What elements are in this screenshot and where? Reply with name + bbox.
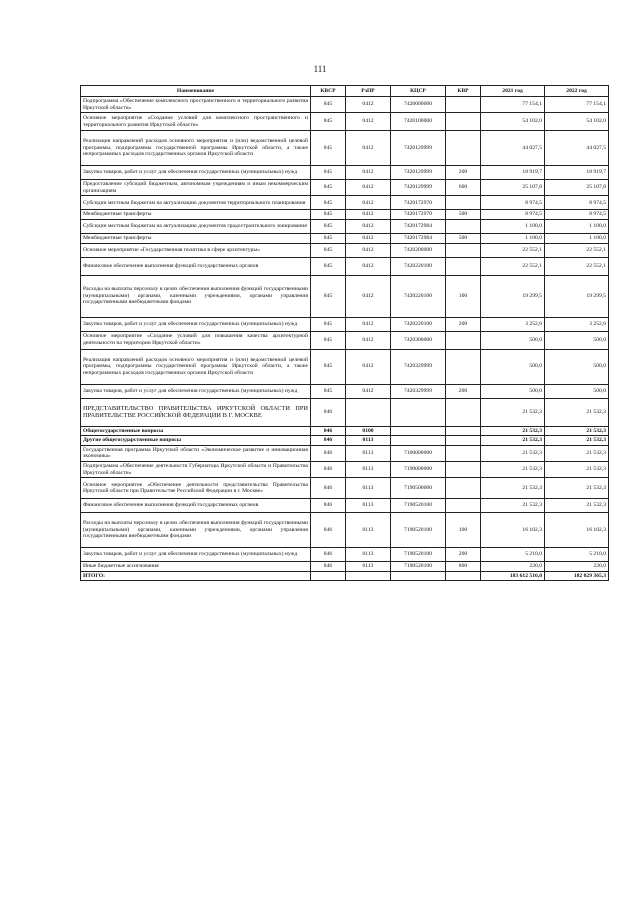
table-cell-kvr — [446, 331, 481, 349]
table-cell-name: Реализация направлений расходов основного мероприятия и (или) ведомственной целевой программы, подпрограммы государственной программы Иркутской области, а также непрограммных расходов государственных органов Иркутской области — [81, 131, 311, 166]
table-cell-name: Закупка товаров, работ и услуг для обеспечения государственных (муниципальных) нужд — [81, 548, 311, 562]
table-cell-kvsr: 846 — [311, 548, 346, 562]
table-cell-rzpr: 0412 — [346, 113, 391, 131]
table-cell-kcsr: 7420000000 — [391, 97, 446, 113]
table-cell-2021: 44 027,5 — [481, 131, 545, 166]
table-cell-2021: 19 299,5 — [481, 275, 545, 317]
table-cell-kvsr: 845 — [311, 233, 346, 243]
table-cell-kvr: 100 — [446, 513, 481, 548]
table-cell-kvr: 600 — [446, 180, 481, 196]
table-cell-2022: 500,0 — [545, 384, 609, 398]
table-cell-rzpr: 0412 — [346, 131, 391, 166]
table-cell-kvr — [446, 499, 481, 513]
table-row — [81, 113, 609, 131]
budget-table — [80, 85, 609, 581]
table-cell-name: Основное мероприятие «Государственная политика в сфере архитектуры» — [81, 243, 311, 257]
table-cell-name: Подпрограмма «Обеспечение деятельности Губернатора Иркутской области и Правительства Иркутской области» — [81, 461, 311, 477]
table-cell-kvr — [446, 571, 481, 581]
table-cell-2022: 22 552,1 — [545, 257, 609, 275]
table-cell-kvr — [446, 436, 481, 446]
table-cell-rzpr: 0412 — [346, 233, 391, 243]
table-cell-kvsr: 846 — [311, 513, 346, 548]
table-cell-kvr — [446, 131, 481, 166]
table-cell-2022: 182 029 365,3 — [545, 571, 609, 581]
table-row — [81, 196, 609, 210]
table-cell-2021: 21 532,3 — [481, 499, 545, 513]
table-cell-kcsr: 7420300000 — [391, 331, 446, 349]
table-cell-name: Межбюджетные трансферты — [81, 233, 311, 243]
table-cell-kvr: 800 — [446, 562, 481, 572]
table-header-row — [81, 86, 609, 97]
table-cell-rzpr: 0412 — [346, 210, 391, 220]
table-cell-kvr: 200 — [446, 548, 481, 562]
table-cell-2022: 21 532,3 — [545, 478, 609, 499]
table-cell-rzpr — [346, 571, 391, 581]
table-cell-kvr: 200 — [446, 384, 481, 398]
table-cell-kvr — [446, 219, 481, 233]
table-cell-kvsr: 845 — [311, 131, 346, 166]
table-cell-2021: 21 532,3 — [481, 445, 545, 461]
table-cell-rzpr: 0113 — [346, 499, 391, 513]
table-cell-2021: 500,0 — [481, 384, 545, 398]
table-cell-2022: 21 532,3 — [545, 398, 609, 426]
table-cell-rzpr: 0113 — [346, 513, 391, 548]
table-cell-rzpr: 0412 — [346, 219, 391, 233]
table-cell-name: Расходы на выплаты персоналу в целях обеспечения выполнения функций государственными (муниципальными) органами, казенными учреждениями, органами управления государственными внебюджетными фондами — [81, 275, 311, 317]
table-cell-name: Государственная программа Иркутской области «Экономическое развитие и инновационная экономика» — [81, 445, 311, 461]
table-cell-kcsr: 7420129999 — [391, 180, 446, 196]
table-cell-name: Основное мероприятие «Обеспечение деятельности представительства Правительства Иркутской области при Правительстве Российской Федерации в г. Москве» — [81, 478, 311, 499]
table-cell-name: ИТОГО: — [81, 571, 311, 581]
table-cell-2021: 8 974,5 — [481, 210, 545, 220]
table-cell-kcsr — [391, 436, 446, 446]
table-cell-kcsr: 7420172970 — [391, 210, 446, 220]
table-cell-kvr: 200 — [446, 166, 481, 180]
table-row — [81, 243, 609, 257]
table-cell-rzpr: 0412 — [346, 166, 391, 180]
table-row — [81, 384, 609, 398]
table-cell-name: Реализация направлений расходов основного мероприятия и (или) ведомственной целевой программы, подпрограммы государственной программы Иркутской области, а также непрограммных расходов государственных органов Иркутской области — [81, 349, 311, 384]
table-cell-name: Финансовое обеспечение выполнения функций государственных органов — [81, 499, 311, 513]
table-row — [81, 180, 609, 196]
table-cell-rzpr: 0412 — [346, 180, 391, 196]
table-cell-rzpr: 0412 — [346, 196, 391, 210]
table-cell-kvsr: 845 — [311, 113, 346, 131]
table-cell-kcsr: 7420172984 — [391, 219, 446, 233]
table-cell-kcsr: 7420129999 — [391, 131, 446, 166]
table-cell-name: Субсидии местным бюджетам на актуализацию документов территориального планирования — [81, 196, 311, 210]
table-cell-kvr — [446, 426, 481, 436]
table-row — [81, 275, 609, 317]
table-cell-kcsr — [391, 398, 446, 426]
table-cell-2021: 1 100,0 — [481, 233, 545, 243]
table-cell-rzpr: 0113 — [346, 445, 391, 461]
table-cell-kvsr: 846 — [311, 461, 346, 477]
table-cell-2021: 500,0 — [481, 331, 545, 349]
table-cell-kcsr: 7190520100 — [391, 562, 446, 572]
table-cell-name: Общегосударственные вопросы — [81, 426, 311, 436]
table-cell-kvr — [446, 97, 481, 113]
table-cell-rzpr: 0113 — [346, 461, 391, 477]
table-cell-2021: 21 532,3 — [481, 398, 545, 426]
table-cell-2022: 8 974,5 — [545, 196, 609, 210]
table-cell-2021: 25 107,8 — [481, 180, 545, 196]
table-cell-kcsr: 7420172970 — [391, 196, 446, 210]
table-row — [81, 499, 609, 513]
table-cell-kvsr: 845 — [311, 180, 346, 196]
table-cell-2021: 220,0 — [481, 562, 545, 572]
table-cell-kcsr: 7190520100 — [391, 513, 446, 548]
table-cell-2021: 1 100,0 — [481, 219, 545, 233]
table-cell-kvsr — [311, 571, 346, 581]
column-header-rzpr: РзПР — [346, 86, 391, 97]
table-cell-2021: 5 210,0 — [481, 548, 545, 562]
table-body — [81, 97, 609, 581]
table-cell-kvsr: 845 — [311, 210, 346, 220]
table-cell-kvsr: 846 — [311, 478, 346, 499]
table-cell-kcsr: 7190500000 — [391, 478, 446, 499]
table-cell-kvsr: 846 — [311, 499, 346, 513]
table-cell-2022: 1 100,0 — [545, 219, 609, 233]
table-cell-2022: 25 107,8 — [545, 180, 609, 196]
table-cell-2022: 21 532,3 — [545, 461, 609, 477]
table-cell-name: Межбюджетные трансферты — [81, 210, 311, 220]
table-cell-rzpr: 0113 — [346, 478, 391, 499]
table-row — [81, 461, 609, 477]
table-cell-rzpr: 0412 — [346, 349, 391, 384]
table-cell-2022: 21 532,3 — [545, 426, 609, 436]
table-cell-kcsr: 7420220100 — [391, 257, 446, 275]
table-cell-name: Закупка товаров, работ и услуг для обеспечения государственных (муниципальных) нужд — [81, 384, 311, 398]
table-cell-2021: 22 552,1 — [481, 257, 545, 275]
table-cell-kvr: 100 — [446, 275, 481, 317]
table-row — [81, 97, 609, 113]
table-cell-kvr — [446, 243, 481, 257]
table-cell-kvsr: 845 — [311, 349, 346, 384]
table-cell-2021: 183 612 516,0 — [481, 571, 545, 581]
table-cell-2022: 21 532,3 — [545, 499, 609, 513]
table-row — [81, 257, 609, 275]
table-row — [81, 317, 609, 331]
table-cell-kvr — [446, 349, 481, 384]
table-cell-kcsr: 7100000000 — [391, 445, 446, 461]
table-cell-2022: 21 532,3 — [545, 445, 609, 461]
table-cell-kvsr: 845 — [311, 331, 346, 349]
table-cell-kvr — [446, 196, 481, 210]
table-cell-2022: 18 919,7 — [545, 166, 609, 180]
table-cell-2022: 3 252,6 — [545, 317, 609, 331]
table-cell-name: Основное мероприятие «Создание условий для комплексного пространственного и территориального развития Иркутской области» — [81, 113, 311, 131]
table-cell-kvsr: 846 — [311, 398, 346, 426]
table-cell-name: Основное мероприятие «Создание условий для повышения качества архитектурной деятельности на территории Иркутской области» — [81, 331, 311, 349]
table-cell-kvr — [446, 113, 481, 131]
table-cell-rzpr: 0412 — [346, 257, 391, 275]
table-cell-2022: 5 210,0 — [545, 548, 609, 562]
table-cell-2021: 21 532,3 — [481, 426, 545, 436]
table-row — [81, 166, 609, 180]
table-row — [81, 219, 609, 233]
table-row — [81, 349, 609, 384]
table-cell-name: Предоставление субсидий бюджетным, автономным учреждениям и иным некоммерческим организациям — [81, 180, 311, 196]
table-cell-2021: 21 532,3 — [481, 436, 545, 446]
table-cell-rzpr: 0412 — [346, 331, 391, 349]
table-cell-2022: 19 299,5 — [545, 275, 609, 317]
table-cell-kcsr: 7420220100 — [391, 317, 446, 331]
table-cell-kvsr: 845 — [311, 219, 346, 233]
table-cell-kcsr: 7420200000 — [391, 243, 446, 257]
table-cell-2021: 3 252,6 — [481, 317, 545, 331]
table-row — [81, 398, 609, 426]
table-cell-2021: 21 532,3 — [481, 461, 545, 477]
table-cell-rzpr: 0412 — [346, 275, 391, 317]
table-cell-rzpr: 0412 — [346, 97, 391, 113]
column-header-2021: 2021 год — [481, 86, 545, 97]
table-cell-rzpr: 0113 — [346, 436, 391, 446]
column-header-kcsr: КЦСР — [391, 86, 446, 97]
column-header-2022: 2022 год — [545, 86, 609, 97]
table-row — [81, 478, 609, 499]
table-row — [81, 436, 609, 446]
table-cell-2021: 77 154,1 — [481, 97, 545, 113]
table-cell-name: ПРЕДСТАВИТЕЛЬСТВО ПРАВИТЕЛЬСТВА ИРКУТСКОЙ ОБЛАСТИ ПРИ ПРАВИТЕЛЬСТВЕ РОССИЙСКОЙ ФЕДЕРАЦИИ В Г. МОСКВЕ — [81, 398, 311, 426]
table-cell-rzpr: 0100 — [346, 426, 391, 436]
table-cell-name: Закупка товаров, работ и услуг для обеспечения государственных (муниципальных) нужд — [81, 166, 311, 180]
table-row — [81, 445, 609, 461]
table-cell-kcsr: 7190520100 — [391, 499, 446, 513]
table-cell-name: Другие общегосударственные вопросы — [81, 436, 311, 446]
table-cell-name: Закупка товаров, работ и услуг для обеспечения государственных (муниципальных) нужд — [81, 317, 311, 331]
table-cell-kvsr: 845 — [311, 257, 346, 275]
table-cell-kvsr: 845 — [311, 166, 346, 180]
page-number: 111 — [313, 64, 327, 74]
table-cell-2022: 22 552,1 — [545, 243, 609, 257]
table-cell-kvr: 500 — [446, 210, 481, 220]
table-cell-kcsr — [391, 571, 446, 581]
table-cell-2022: 21 532,3 — [545, 436, 609, 446]
table-cell-kvsr: 845 — [311, 317, 346, 331]
table-cell-2022: 77 154,1 — [545, 97, 609, 113]
table-cell-2022: 500,0 — [545, 349, 609, 384]
column-header-name: Наименование — [81, 86, 311, 97]
table-cell-kcsr — [391, 426, 446, 436]
table-cell-rzpr: 0412 — [346, 243, 391, 257]
table-cell-name: Расходы на выплаты персоналу в целях обеспечения выполнения функций государственными (муниципальными) органами, казенными учреждениями, органами управления государственными внебюджетными фондами — [81, 513, 311, 548]
table-cell-2021: 8 974,5 — [481, 196, 545, 210]
table-cell-2022: 44 027,5 — [545, 131, 609, 166]
table-cell-kvr — [446, 445, 481, 461]
table-row — [81, 233, 609, 243]
table-cell-2022: 500,0 — [545, 331, 609, 349]
table-cell-2022: 16 102,3 — [545, 513, 609, 548]
table-row — [81, 548, 609, 562]
table-cell-rzpr: 0412 — [346, 317, 391, 331]
table-cell-kvsr: 845 — [311, 97, 346, 113]
table-row — [81, 513, 609, 548]
table-cell-2021: 54 102,0 — [481, 113, 545, 131]
table-cell-2021: 22 552,1 — [481, 243, 545, 257]
table-cell-kcsr: 7420172984 — [391, 233, 446, 243]
table-cell-kvsr: 845 — [311, 196, 346, 210]
table-cell-rzpr: 0113 — [346, 548, 391, 562]
table-cell-kvsr: 846 — [311, 562, 346, 572]
table-cell-2021: 16 102,3 — [481, 513, 545, 548]
table-row — [81, 426, 609, 436]
table-cell-2021: 500,0 — [481, 349, 545, 384]
table-cell-rzpr: 0412 — [346, 384, 391, 398]
table-cell-kcsr: 7420329999 — [391, 384, 446, 398]
table-row — [81, 331, 609, 349]
table-cell-2022: 54 102,0 — [545, 113, 609, 131]
table-cell-kcsr: 7420129999 — [391, 166, 446, 180]
table-cell-name: Подпрограмма «Обеспечение комплексного пространственного и территориального развития Иркутской области» — [81, 97, 311, 113]
table-cell-kvr — [446, 461, 481, 477]
table-cell-2021: 21 532,3 — [481, 478, 545, 499]
table-cell-kvsr: 846 — [311, 436, 346, 446]
table-cell-name: Субсидии местным бюджетам на актуализацию документов градостроительного зонирования — [81, 219, 311, 233]
table-cell-kvsr: 846 — [311, 445, 346, 461]
table-cell-2022: 8 974,5 — [545, 210, 609, 220]
table-cell-kvsr: 845 — [311, 243, 346, 257]
table-cell-kcsr: 7190520100 — [391, 548, 446, 562]
table-cell-name: Иные бюджетные ассигнования — [81, 562, 311, 572]
table-cell-name: Финансовое обеспечение выполнения функций государственных органов — [81, 257, 311, 275]
table-cell-kvr — [446, 398, 481, 426]
table-cell-kvr — [446, 257, 481, 275]
table-cell-kvr — [446, 478, 481, 499]
table-cell-kvsr: 845 — [311, 384, 346, 398]
table-cell-2021: 18 919,7 — [481, 166, 545, 180]
table-row — [81, 210, 609, 220]
table-cell-2022: 220,0 — [545, 562, 609, 572]
table-cell-kvsr: 845 — [311, 275, 346, 317]
table-cell-2022: 1 100,0 — [545, 233, 609, 243]
table-cell-kcsr: 7420100000 — [391, 113, 446, 131]
table-cell-kvsr: 846 — [311, 426, 346, 436]
table-cell-kcsr: 7420220100 — [391, 275, 446, 317]
table-cell-kcsr: 7420329999 — [391, 349, 446, 384]
column-header-kvsr: КВСР — [311, 86, 346, 97]
table-row — [81, 131, 609, 166]
table-row — [81, 571, 609, 581]
table-cell-kcsr: 7190000000 — [391, 461, 446, 477]
table-cell-rzpr: 0113 — [346, 562, 391, 572]
table-cell-kvr: 500 — [446, 233, 481, 243]
table-cell-rzpr — [346, 398, 391, 426]
column-header-kvr: КВР — [446, 86, 481, 97]
table-row — [81, 562, 609, 572]
table-cell-kvr: 200 — [446, 317, 481, 331]
